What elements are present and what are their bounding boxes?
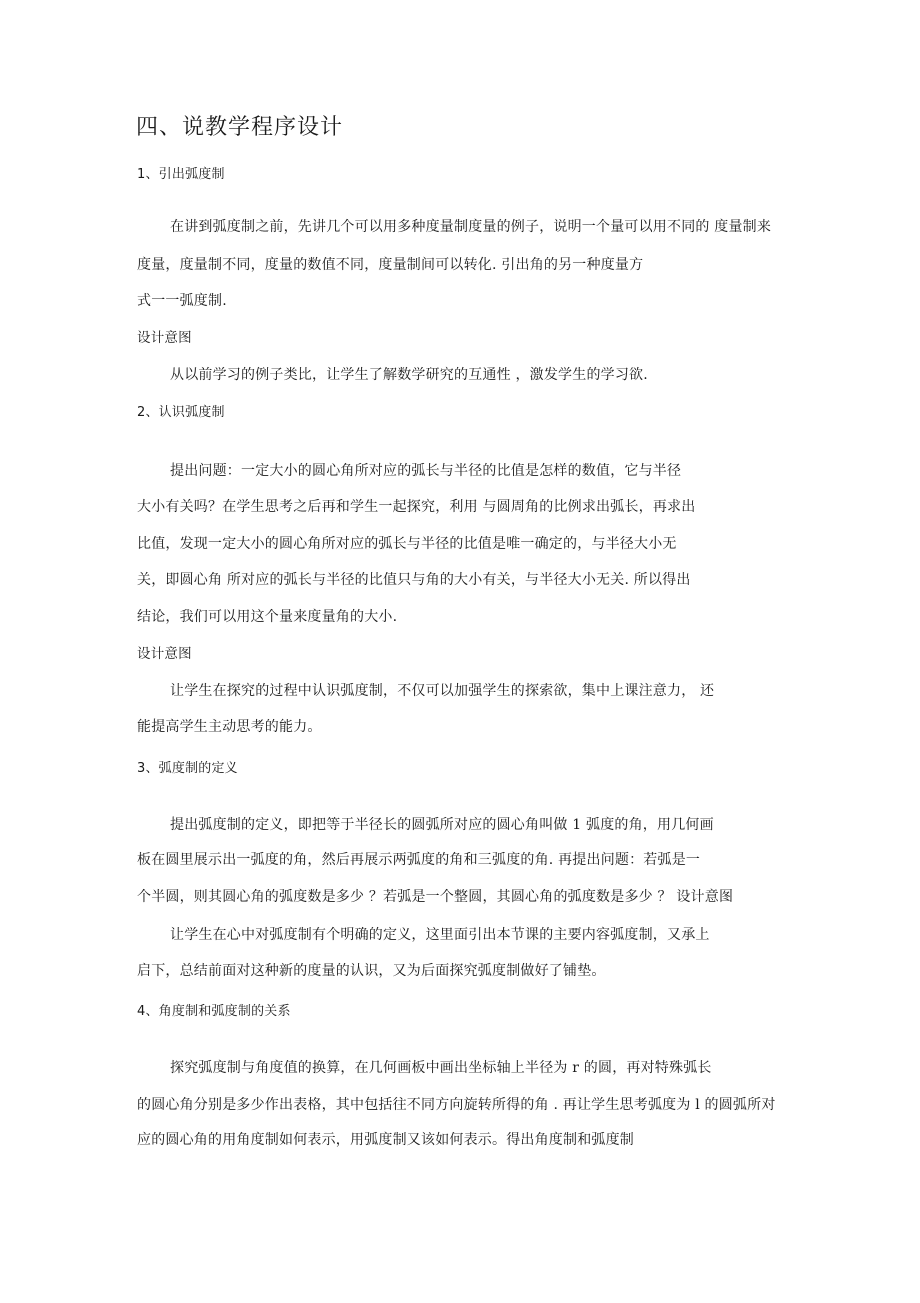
paragraph-line: 提出弧度制的定义，即把等于半径长的圆弧所对应的圆心角叫做 1 弧度的角，用几何画 xyxy=(170,817,714,833)
paragraph-line: 板在圆里展示出一弧度的角，然后再展示两弧度的角和三弧度的角. 再提出问题：若弧是一 xyxy=(137,852,701,868)
section-heading: 4、角度制和弧度制的关系 xyxy=(137,1004,291,1019)
paragraph-line: 能提高学生主动思考的能力。 xyxy=(137,719,322,735)
section-heading: 3、弧度制的定义 xyxy=(137,761,238,776)
paragraph-line: 启下，总结前面对这种新的度量的认识，又为后面探究弧度制做好了铺垫。 xyxy=(137,963,606,979)
paragraph-line: 探究弧度制与角度值的换算，在几何画板中画出坐标轴上半径为 r 的圆，再对特殊弧长 xyxy=(170,1060,712,1076)
paragraph-line: 度量，度量制不同，度量的数值不同，度量制间可以转化. 引出角的另一种度量方 xyxy=(137,257,644,273)
paragraph-line: 从以前学习的例子类比，让学生了解数学研究的互通性 ，激发学生的学习欲. xyxy=(170,367,648,383)
paragraph-line: 关，即圆心角 所对应的弧长与半径的比值只与角的大小有关，与半径大小无关. 所以得出 xyxy=(137,572,691,588)
paragraph-line: 结论，我们可以用这个量来度量角的大小. xyxy=(137,609,398,625)
design-intent-label: 设计意图 xyxy=(137,646,192,662)
paragraph-line: 个半圆，则其圆心角的弧度数是多少 ？若弧是一个整圆，其圆心角的弧度数是多少 ？ 设计意图 xyxy=(137,889,734,905)
paragraph-line: 比值，发现一定大小的圆心角所对应的弧长与半径的比值是唯一确定的，与半径大小无 xyxy=(137,536,677,552)
paragraph-line: 在讲到弧度制之前，先讲几个可以用多种度量制度量的例子，说明一个量可以用不同的 度量制来 xyxy=(170,219,772,235)
paragraph-line: 的圆心角分别是多少作出表格，其中包括往不同方向旋转所得的角 . 再让学生思考弧度为 l 的圆弧所对 xyxy=(137,1097,776,1113)
design-intent-label: 设计意图 xyxy=(137,330,192,346)
paragraph-line: 式一一弧度制. xyxy=(137,293,227,309)
paragraph-line: 提出问题：一定大小的圆心角所对应的弧长与半径的比值是怎样的数值，它与半径 xyxy=(170,463,682,479)
paragraph-line: 让学生在探究的过程中认识弧度制，不仅可以加强学生的探索欲，集中上课注意力， 还 xyxy=(170,683,715,699)
section-heading: 2、认识弧度制 xyxy=(137,405,225,420)
page-title: 四、说教学程序设计 xyxy=(136,115,344,140)
paragraph-line: 让学生在心中对弧度制有个明确的定义，这里面引出本节课的主要内容弧度制，又承上 xyxy=(170,927,710,943)
section-heading: 1、引出弧度制 xyxy=(137,167,225,182)
paragraph-line: 应的圆心角的用角度制如何表示，用弧度制又该如何表示。得出角度制和弧度制 xyxy=(137,1132,634,1148)
paragraph-line: 大小有关吗？在学生思考之后再和学生一起探究，利用 与圆周角的比例求出弧长，再求出 xyxy=(137,499,696,515)
